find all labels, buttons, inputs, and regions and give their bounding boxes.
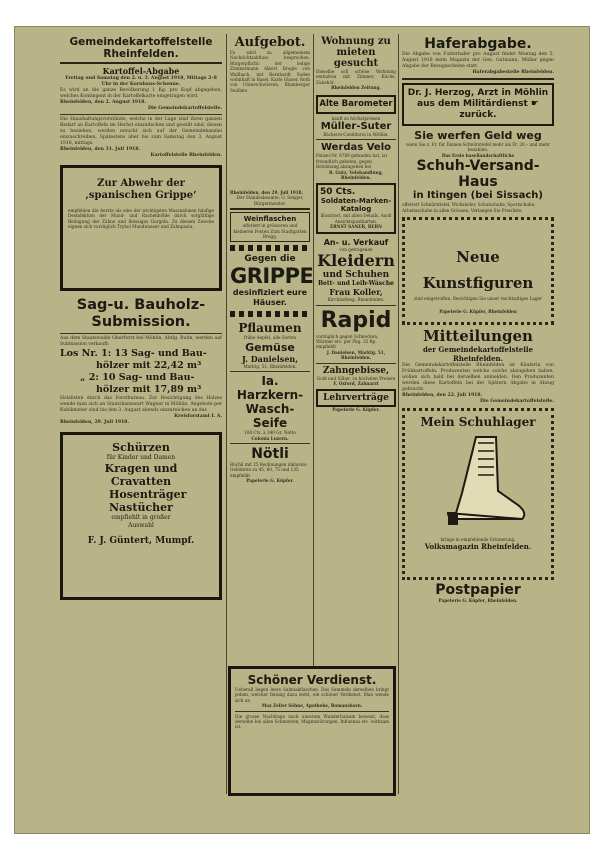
column-1 xyxy=(60,36,222,600)
pflaumen-title: Pflaumen xyxy=(238,321,302,336)
geld-sub2: Das Erste basellandschaftliche xyxy=(441,152,515,158)
kleidern-sub2: Bett- und Leib-Wäsche xyxy=(317,280,394,288)
kunstfiguren-title: Neue Kunstfiguren xyxy=(422,248,534,293)
schuhlager-sub: bringe in empfehlende Erinnerung. xyxy=(440,537,516,543)
weinflaschen-title: Weinflaschen xyxy=(243,215,297,224)
pflaumen-sub: frühe Aepfel, alle Sorten xyxy=(243,335,297,341)
verdienst-ad xyxy=(228,666,396,796)
kunstfiguren-ad xyxy=(402,217,554,325)
barometer-sub: kauft zu höchstpreisen xyxy=(331,115,381,121)
kartoffel-date: Rheinfelden, den 2. August 1918. xyxy=(60,100,147,105)
haushalt-date: Rheinfelden, den 31. Juli 1918. xyxy=(60,147,141,152)
pointing-hand-icon: ☛ xyxy=(530,99,539,109)
weinflaschen-ad xyxy=(230,212,310,242)
versand-title: Schuh-Versand-Haus xyxy=(416,158,540,191)
hafer-title: Haferabgabe. xyxy=(424,36,532,52)
grippe-title: Zur Abwehr der ‚spanischen Grippe‘ xyxy=(85,178,197,201)
postpapier-signature: Papeterie G. Küpfer, Rheinfelden. xyxy=(438,598,518,604)
bauholz-signature: Kreisforstamt I. A. xyxy=(174,414,222,419)
velo-title: Werdas Velo xyxy=(321,142,391,154)
los-1: Los Nr. 1: 13 Sag- und Bau- xyxy=(60,348,207,359)
aufgebot-body: Es wird zu allgemeinem Nachrichtsabfluss besprochen. Bürgerpflicht: der ledige Zimmermann Albert Brogle von Wallbach, mit Bernhardt Soden wohnhaft in Basel. Karle Glaser, Roth von Unterschwärzen, Blumberger Seidlers. xyxy=(230,50,310,93)
barometer-ad: Alte Barometer xyxy=(316,95,396,114)
column-4 xyxy=(402,36,554,603)
koller-place: Kirchhofweg, Rheinfelden. xyxy=(327,297,385,303)
column-divider xyxy=(398,34,399,794)
versand-place: in Itingen (bei Sissach) xyxy=(413,190,543,202)
gemuese-title: Gemüse xyxy=(245,340,295,354)
harzkern-signature: Colonia Luzern. xyxy=(251,435,289,441)
mitteilungen-title: Mitteilungen xyxy=(423,327,533,346)
los-1-volume: hölzer mit 22,42 m³ xyxy=(96,360,202,371)
schuhlager-signature: Volksmagazin Rheinfelden. xyxy=(424,542,532,552)
postpapier-title: Postpapier xyxy=(435,582,521,599)
bauholz-body: Holzlisten durch das Forstbureau. Zur Besichtigung des Holzes wende man sich an Staatsbannwart Wagner in Möhlin. Angebote per Kubikmeter sind bis den 3. August abends einzureichen an das xyxy=(60,396,222,413)
los-2-volume: hölzer mit 17,89 m³ xyxy=(96,384,202,395)
soldaten-body: illustriert, mit allen Details. Auch Ansichtspostkarten. xyxy=(320,213,392,224)
wohnung-signature: Rheinfelden Zeitung. xyxy=(331,85,381,91)
soldaten-price: 50 Cts. xyxy=(320,187,356,198)
wohnung-body: Dieselbe soll schöne Wohnung enthalten mit Zimmer, Küche, Zubehör. xyxy=(316,69,396,85)
column-2 xyxy=(230,35,314,484)
geld-sub: wenn Sie z. Fr. für Damen-Schnürstiefel mehr als Fr. 28.– und mehr bezahlen. xyxy=(406,142,550,153)
schuerzen-line-3: Cravatten xyxy=(110,475,172,488)
aufgebot-title: Aufgebot. xyxy=(234,35,306,50)
verdienst-title: Schöner Verdienst. xyxy=(247,673,377,687)
grippe-body: empfehlen die Aerzte als eine der wichtigsten Massnahmen häufige Desinfektion der Mund- und Rachenhöhle durch sorgfältige Reinigung der Zähne und fleissiges Gurgeln. Zu diesem Zwecke eignen sich vorzüglich Trybol Mundwasser und Zahnpasta. xyxy=(68,208,214,230)
los-list xyxy=(60,348,222,396)
kartoffel-when: Freitag und Samstag den 2. u. 3. August 1918, Mittags 2–8 Uhr in der Kornhaus-Scheune. xyxy=(65,76,217,87)
herzog-line-1: Dr. J. Herzog, Arzt in Möhlin xyxy=(407,88,549,98)
verdienst-signature: Max Zeller Söhne, Apotheke, Romanshorn. xyxy=(261,703,363,709)
verkauf-title: An- u. Verkauf xyxy=(323,237,389,247)
schuerzen-line-1: für Kinder und Damen xyxy=(106,454,176,461)
suter-title: Müller-Suter xyxy=(320,121,392,133)
los-2: „ 2: 10 Sag- und Bau- xyxy=(80,372,195,383)
bauholz-intro: Aus dem Staatswalde Oberforst bei Möhlin, Abtlg. Bulm, werden auf Submission verkauft: xyxy=(60,336,222,347)
boot-illustration-icon xyxy=(418,433,538,533)
aufgebot-signature: Der Standesbeamte: G. Senger, Bürgermeister. xyxy=(236,195,304,206)
schuerzen-ad-box xyxy=(60,432,222,600)
zahn-title: Zahngebisse, xyxy=(322,365,390,376)
lehrvertraege-signature: Papeterie G. Küpfer. xyxy=(332,407,380,413)
suter-sub: Bäckerei-Conditorei in Möhlin. xyxy=(323,132,389,138)
column-3 xyxy=(316,36,396,413)
hafer-signature: Haferabgabestelle Rheinfelden. xyxy=(472,70,554,75)
lehrvertraege-ad: Lehrverträge xyxy=(316,389,396,407)
column-divider xyxy=(226,34,227,794)
rapid-signature: J. Danielsen, Marktg. 51, Rheinfelden. xyxy=(326,349,386,361)
koller-name: Frau Koller, xyxy=(329,287,383,298)
soldaten-title: Soldaten-Marken-Katalog xyxy=(320,197,392,214)
kartoffel-abgabe-title: Kartoffel-Abgabe xyxy=(102,66,180,76)
mitteilungen-sub: der Gemeindekartoffelstelle Rheinfelden. xyxy=(422,345,534,364)
pflaumen-signature: J. Danielsen, xyxy=(241,353,299,364)
mitteilungen-body: Die Gemeindekartoffelstelle Rheinfelden ist Käuferin von Frühkartoffeln. Produzenten welche solche abzugeben haben, wollen sich bald bei derselben anmelden. Den Produzenten werden diese Kartoffeln bei der Spätern Abgabe in Abzug gebracht. xyxy=(402,363,554,393)
schuerzen-line-2: Kragen und xyxy=(104,462,178,475)
schuhlager-ad xyxy=(402,408,554,580)
velo-body: Polizei-Nr. 8789 gefunden hat, ist freundlich gebeten, gegen Belohnung abzugeben bei xyxy=(316,153,388,170)
geld-title: Sie werfen Geld weg xyxy=(414,129,542,142)
zahn-signature: F. Oxford, Zahnarzt xyxy=(333,380,379,386)
schuerzen-line-7: Auswahl xyxy=(128,522,154,529)
soldaten-signature: ERNST SANER, BERN xyxy=(330,224,382,230)
schuerzen-line-6: empfiehlt in großer xyxy=(111,514,171,521)
rapid-body: vorzüglich gegen Schnecken, Würmer etc. per Pkg. 35 Rp. empfiehlt xyxy=(316,333,379,350)
kunstfiguren-signature: Papeterie G. Küpfer, Rheinfelden xyxy=(439,309,517,315)
haushalt-signature: Kartoffelstelle Rheinfelden. xyxy=(150,153,222,158)
verdienst-foot: Die grosse Nachfrage nach unserem Wunderbalsam beweist, dass derselbe bei allen Schmerzen, Magenstörungen, Influenza etc. wirksam ist. xyxy=(235,713,389,730)
zahn-body: Gold und Silber, zu höchsten Preisen xyxy=(316,375,396,381)
grippe-ad-line-2: desinfiziert eure Häuser. xyxy=(232,288,308,308)
kunstfiguren-sub: sind eingetroffen. Besichtigen Sie unser reichhaltiges Lager xyxy=(413,296,543,302)
mitteilungen-signature: Die Gemeindekartoffelstelle. xyxy=(480,399,554,405)
grippe-ad-headline: GRIPPE xyxy=(230,264,314,289)
schuhlager-title: Mein Schuhlager xyxy=(420,415,536,430)
haushalt-body: Die Haushaltungsvorstände, welche in der Lage sind ihren ganzen Bedarf an Kartoffeln im Herbst einzudecken und gewillt sind, diesen zu beziehen, werden ersucht sich auf der Gemeindekanzlei einzuschreiben. Spätestens aber bis zum Samstag den 3. August 1918, mittags. xyxy=(60,117,222,146)
noetli-signature: Papeterie G. Küpfer. xyxy=(246,478,294,484)
grippe-ad-line-0: Gegen die xyxy=(244,254,296,265)
mitteilungen-date: Rheinfelden, den 22. Juli 1918. xyxy=(402,393,483,399)
schuerzen-line-5: Nastücher xyxy=(109,501,173,514)
schuerzen-line-0: Schürzen xyxy=(112,441,170,454)
ornament-border xyxy=(230,245,310,251)
kartoffel-signature: Die Gemeindekartoffelstelle. xyxy=(148,106,222,111)
hafer-body: Die Abgabe von Futterhafer pro August findet Montag den 5. August 1918 beim Magazin der Gen. Gutmann, Müller gegen Abgabe der Bezugsscheine statt. xyxy=(402,52,554,69)
kleidern-title: Kleidern xyxy=(317,251,395,271)
harzkern-price: 100 Cts. à 340 Gr. Netto xyxy=(244,430,296,436)
harzkern-title: Ia. Harzkern-Wasch-Seife xyxy=(236,374,304,431)
kartoffelstelle-header: Gemeindekartoffelstelle Rheinfelden. xyxy=(69,36,213,60)
verkauf-sub: von getragenen xyxy=(339,246,373,252)
grippe-ad-box xyxy=(60,165,222,291)
bauholz-date: Rheinfelden, 29. Juli 1918. xyxy=(60,420,130,425)
schuerzen-signature: F. J. Güntert, Mumpf. xyxy=(87,536,195,546)
ornament-border xyxy=(230,311,310,317)
verdienst-body: Ueberall liegen leere Salmiakflaschen. Das Sammeln derselben bringt jedem, welcher fleissig dazu steht, ein schöner Verdienst. Man wende sich an xyxy=(235,687,389,703)
noetli-body: Büchli mit 25 Rechnungen inklusive Gebühren zu 45, 60, 75 und 135 empfiehlt xyxy=(230,462,307,478)
kleidern-sub: und Schuhen xyxy=(322,270,390,281)
noetli-title: Nötli xyxy=(251,446,289,463)
velo-signature: R. Gutz, Velohandlung, Rheinfelden. xyxy=(329,169,383,181)
kartoffel-body: Es wird an die ganze Bevölkerung 1 Kg. pro Kopf abgegeben, welches Kontingent in der Kartoffelkarte eingetragen wird. xyxy=(60,88,222,99)
aufgebot-date: Rheinfelden, den 29. Juli 1918. xyxy=(230,190,304,195)
weinflaschen-body: offeriert in grösseren und kleineren Posten Zum Stadtgarten Brugg. xyxy=(233,223,307,240)
versand-body: offeriert Schnürstiefel, Wichsleder, Schulschuhe, Sportschuhe, Arbeitsschuhe in allen Grössen. Verlangen Sie Preisliste. xyxy=(402,202,536,213)
wohnung-title: Wohnung zu mieten gesucht xyxy=(321,36,391,69)
herzog-ad xyxy=(402,83,554,126)
soldaten-ad xyxy=(316,183,396,233)
rapid-title: Rapid xyxy=(320,307,392,333)
bauholz-title: Sag-u. Bauholz-Submission. xyxy=(76,297,206,330)
pflaumen-place: Marktg. 51, Rheinfelden. xyxy=(243,363,297,369)
herzog-line-2: aus dem Militärdienst ☛ zurück. xyxy=(417,99,539,120)
schuerzen-line-4: Hosenträger xyxy=(109,488,187,501)
